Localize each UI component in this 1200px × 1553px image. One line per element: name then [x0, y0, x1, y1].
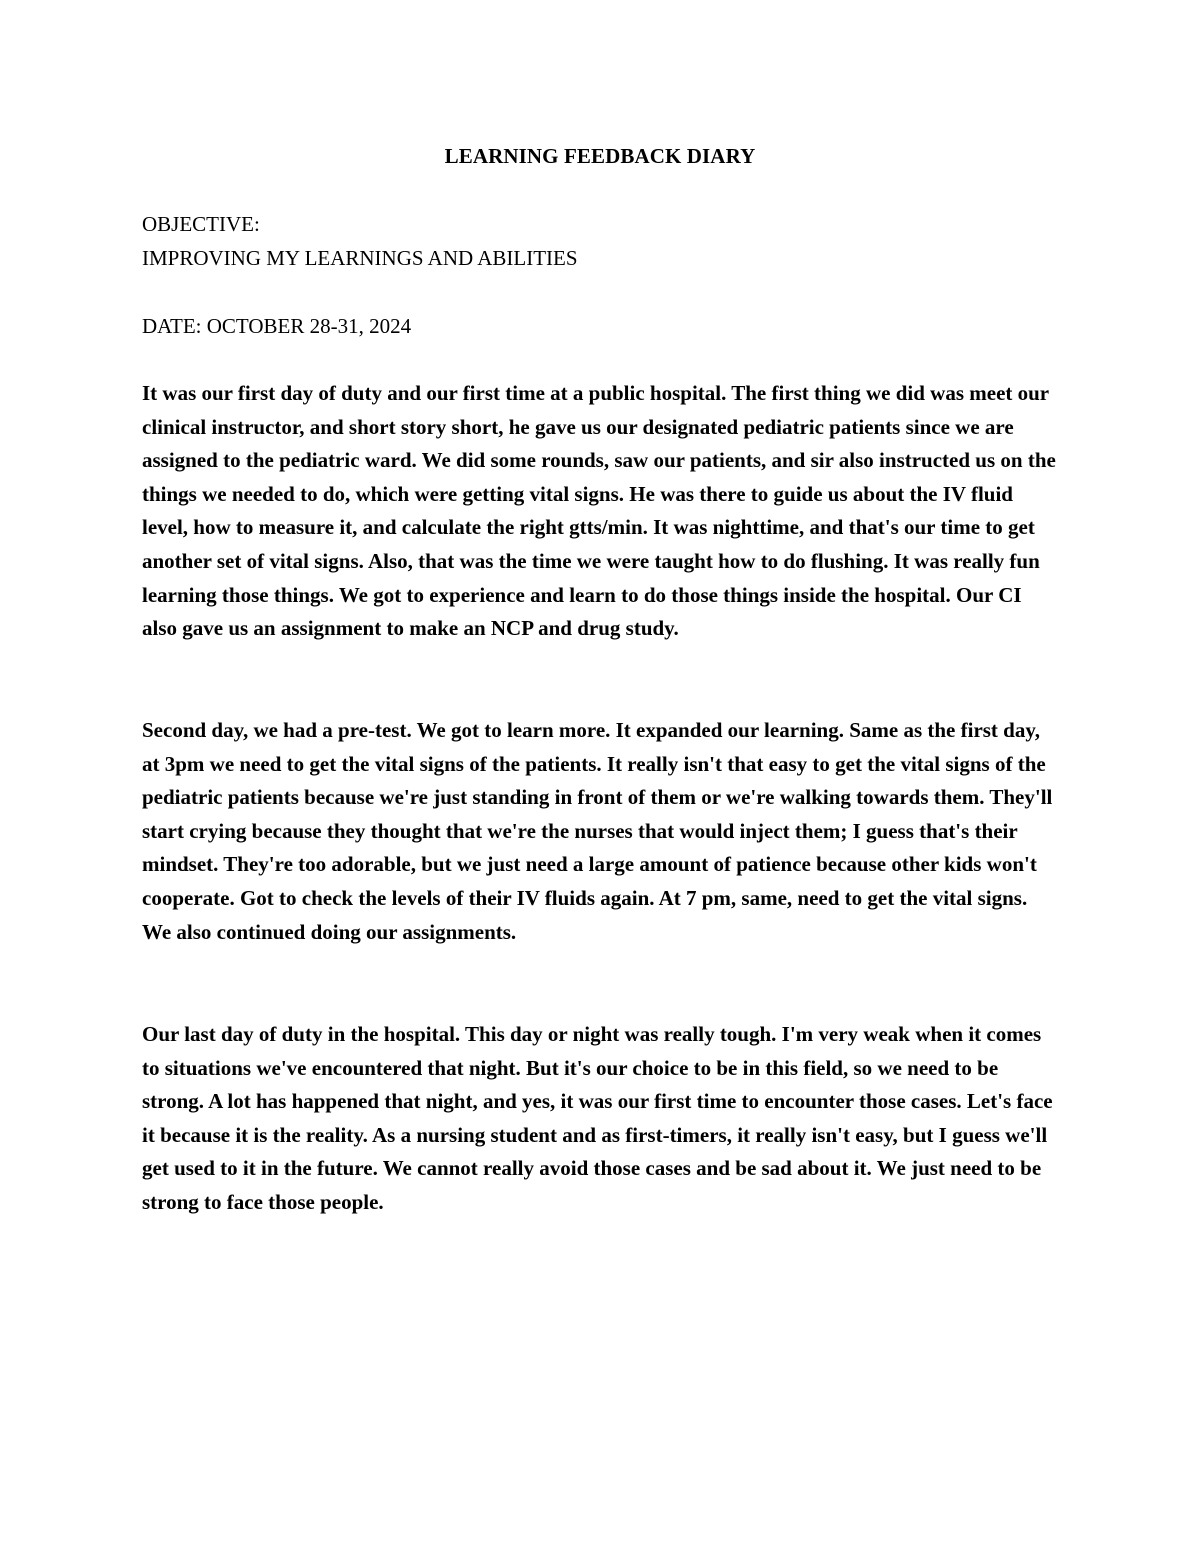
- paragraph-day-one: It was our first day of duty and our first time at a public hospital. The first thing we did was meet our clinical instructor, and short story short, he gave us our designated pediatric patients since we are assigned to the pediatric ward. We did some rounds, saw our patients, and sir also instructed us on the things we needed to do, which were getting vital signs. He was there to guide us about the IV fluid level, how to measure it, and calculate the right gtts/min. It was nighttime, and that's our time to get another set of vital signs. Also, that was the time we were taught how to do flushing. It was really fun learning those things. We got to experience and learn to do those things inside the hospital. Our CI also gave us an assignment to make an NCP and drug study.: [142, 381, 1056, 641]
- objective-label: OBJECTIVE:: [142, 212, 260, 236]
- paragraph-day-two: Second day, we had a pre-test. We got to learn more. It expanded our learning. Same as the first day, at 3pm we need to get the vital signs of the patients. It really isn't that easy to get the vital signs of the pediatric patients because we're just standing in front of them or we're walking towards them. They'll start crying because they thought that we're the nurses that would inject them; I guess that's their mindset. They're too adorable, but we just need a large amount of patience because other kids won't cooperate. Got to check the levels of their IV fluids again. At 7 pm, same, need to get the vital signs. We also continued doing our assignments.: [142, 718, 1053, 944]
- paragraph-last-day: Our last day of duty in the hospital. This day or night was really tough. I'm very weak when it comes to situations we've encountered that night. But it's our choice to be in this field, so we need to be strong. A lot has happened that night, and yes, it was our first time to encounter those cases. Let's face it because it is the reality. As a nursing student and as first-timers, it really isn't easy, but I guess we'll get used to it in the future. We cannot really avoid those cases and be sad about it. We just need to be strong to face those people.: [142, 1022, 1053, 1214]
- objective-text: IMPROVING MY LEARNINGS AND ABILITIES: [142, 246, 578, 270]
- document-title: LEARNING FEEDBACK DIARY: [444, 144, 756, 168]
- date-line: DATE: OCTOBER 28-31, 2024: [142, 314, 412, 338]
